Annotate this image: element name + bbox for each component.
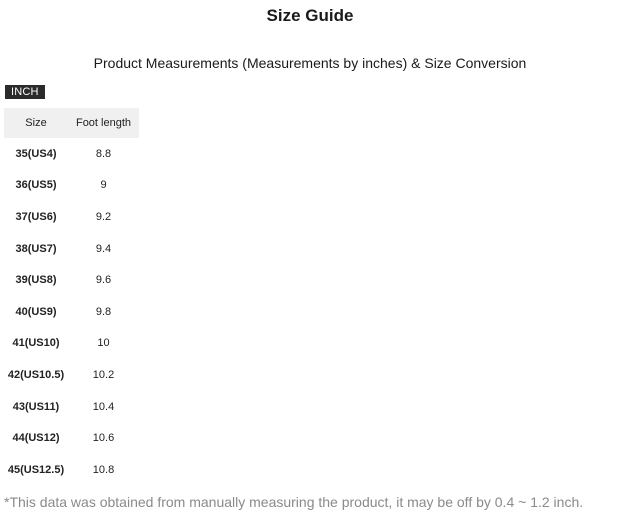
size-cell: 42(US10.5): [7, 368, 65, 381]
foot-length-cell: 9.8: [95, 305, 112, 318]
measurement-disclaimer: *This data was obtained from manually measuring the product, it may be off by 0.4 ~ 1.2 inch.: [4, 494, 584, 510]
foot-length-cell: 9.4: [95, 242, 112, 255]
foot-length-cell: 9: [100, 179, 107, 192]
page-title: Size Guide: [266, 6, 354, 25]
foot-length-cell: 8.8: [95, 147, 112, 160]
table-row: [4, 233, 139, 265]
size-table: [4, 108, 139, 486]
table-row: [4, 170, 139, 202]
foot-length-cell: 9.2: [95, 210, 112, 223]
table-row: [4, 296, 139, 328]
table-row: [4, 454, 139, 486]
table-header-row: [4, 108, 139, 138]
column-header-size: Size: [4, 108, 68, 138]
size-cell: 35(US4): [15, 147, 57, 160]
unit-tab-inch[interactable]: INCH: [5, 85, 45, 99]
size-cell: 39(US8): [15, 274, 57, 287]
table-row: [4, 328, 139, 360]
column-header-foot-length: Foot length: [68, 108, 139, 138]
foot-length-cell: 10.2: [92, 368, 115, 381]
foot-length-cell: 10.6: [92, 432, 115, 445]
page-subtitle: Product Measurements (Measurements by inches) & Size Conversion: [93, 55, 527, 71]
foot-length-cell: 10.8: [92, 463, 115, 476]
table-row: [4, 359, 139, 391]
size-cell: 41(US10): [12, 337, 60, 350]
foot-length-cell: 10: [97, 337, 110, 350]
size-cell: 37(US6): [15, 210, 57, 223]
table-row: [4, 264, 139, 296]
size-cell: 43(US11): [12, 400, 60, 413]
size-cell: 36(US5): [15, 179, 57, 192]
size-cell: 44(US12): [12, 432, 60, 445]
size-cell: 45(US12.5): [7, 463, 65, 476]
table-row: [4, 201, 139, 233]
table-row: [4, 422, 139, 454]
table-row: [4, 391, 139, 423]
size-cell: 38(US7): [15, 242, 57, 255]
table-row: [4, 138, 139, 170]
foot-length-cell: 10.4: [92, 400, 115, 413]
size-cell: 40(US9): [15, 305, 57, 318]
foot-length-cell: 9.6: [95, 274, 112, 287]
